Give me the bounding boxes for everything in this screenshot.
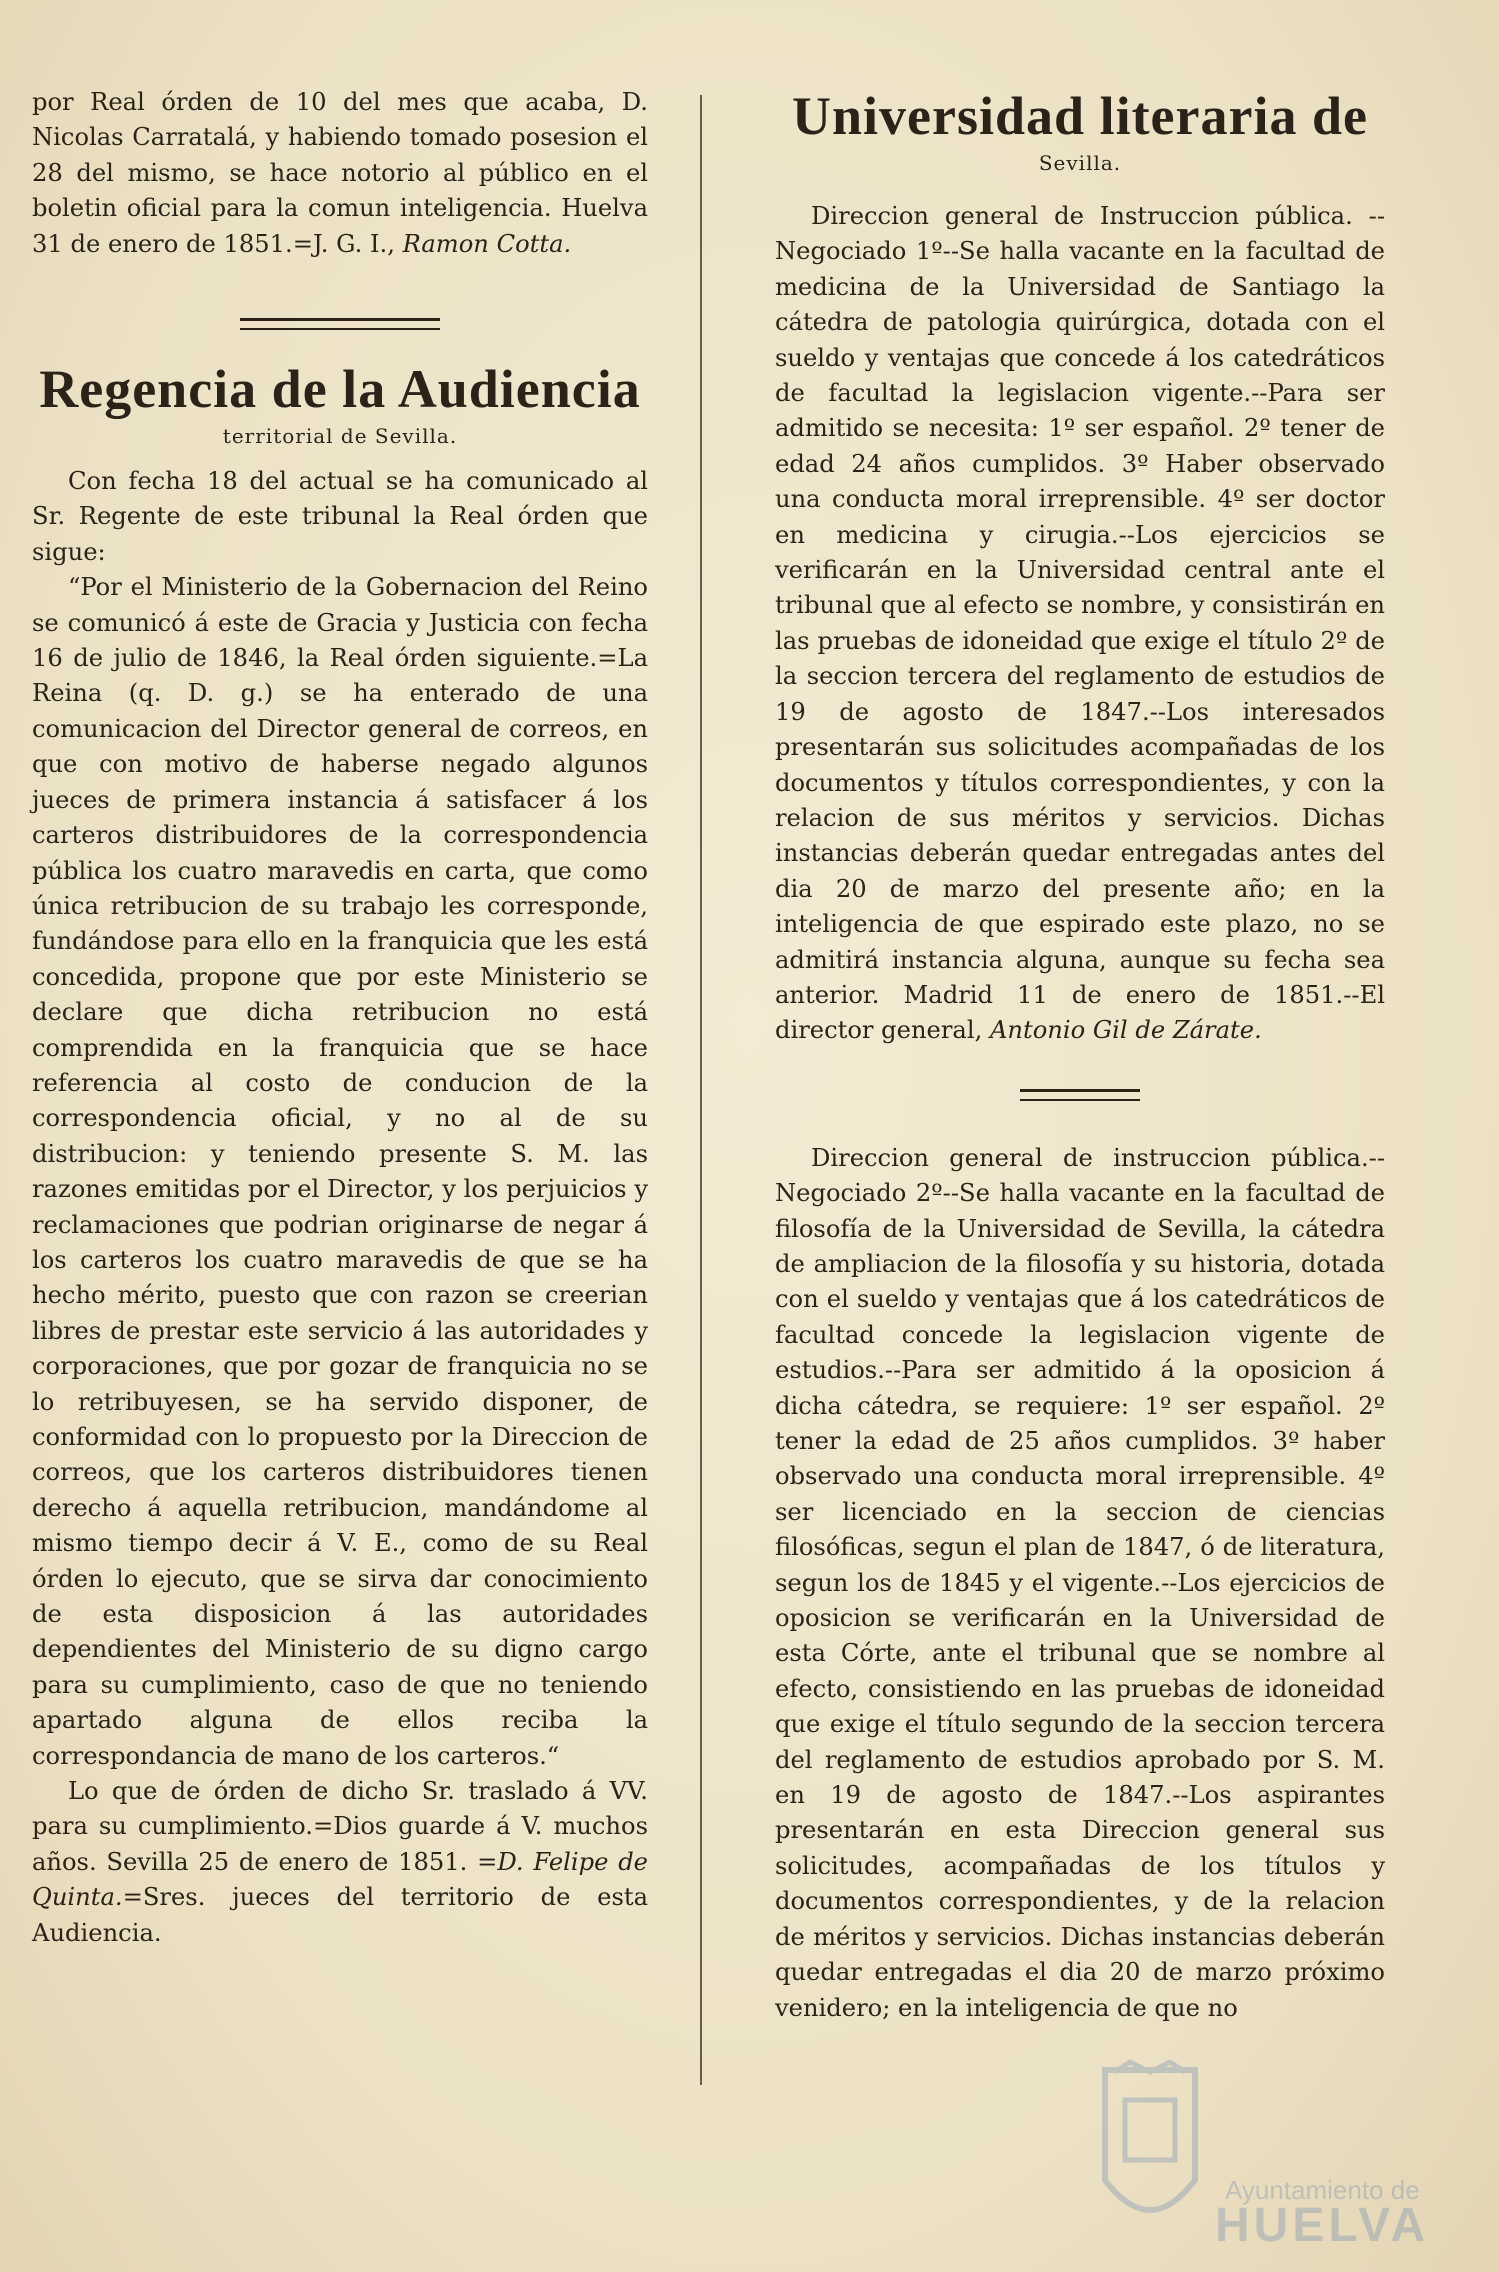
section-subtitle-audiencia: territorial de Sevilla. — [222, 424, 458, 449]
audiencia-signature: D. Felipe de Quinta. — [32, 1847, 648, 1912]
audiencia-paragraph-2: “Por el Ministerio de la Gobernacion del Reino se comunicó á este de Gracia y Justicia con fecha 16 de julio de 1846, la Real órden siguiente.=La Reina (q. D. g.) se ha enterado de una comunicacion del Director general de correos, en que con motivo de haberse negado algunos jueces de primera instancia á satisfacer á los carteros distribuidores de la correspondencia pública los cuatro maravedis en carta, que como única retribucion de su trabajo les corresponde, fundándose para ello en la franquicia que les está concedida, propone que por este Ministerio se declare que dicha retribucion no está comprendida en la franquicia que se hace referencia al costo de conducion de la correspondencia oficial, y no al de su distribucion: y teniendo presente S. M. las razones emitidas por el Director, y los perjuicios y reclamaciones que podrian originarse de negar á los carteros los cuatro maravedis de que se ha hecho mérito, puesto que con razon se creerian libres de prestar este servicio á las autoridades y corporaciones, que por gozar de franquicia no se lo retribuyesen, se ha servido disponer, de conformidad con lo propuesto por la Direccion de correos, que los carteros distribuidores tienen derecho á aquella retribucion, mandándome al mismo tiempo decir á V. E., como de su Real órden lo ejecuto, que se sirva dar conocimiento de esta disposicion á las autoridades dependientes del Ministerio de su digno cargo para su cumplimiento, caso de que no teniendo apartado alguna de ellos reciba la correspondancia de mano de los carteros.“ — [32, 573, 648, 1770]
audiencia-paragraph-3: Lo que de órden de dicho Sr. traslado á VV. para su cumplimiento.=Dios guarde á V. muchos años. Sevilla 25 de enero de 1851. =D. Felipe de Quinta.=Sres. jueces del territorio de esta Audiencia. — [32, 1777, 648, 1947]
section-divider — [240, 318, 440, 330]
section-subtitle-universidad: Sevilla. — [1038, 151, 1122, 175]
coat-of-arms-icon — [1085, 2060, 1215, 2250]
universidad-paragraph-2: Direccion general de instruccion pública.--Negociado 2º--Se halla vacante en la facultad de filosofía de la Universidad de Sevilla, la cátedra de ampliacion de la filosofía y su historia, dotada con el sueldo y ventajas que á los catedráticos de facultad concede la legislacion vigente de estudios.--Para ser admitido á la oposicion á dicha cátedra, se requiere: 1º ser español. 2º tener la edad de 25 años cumplidos. 3º haber observado una conducta moral irreprensible. 4º ser licenciado en la seccion de ciencias filosóficas, segun el plan de 1847, ó de literatura, segun los de 1845 y el vigente.--Los ejercicios de oposicion se verificarán en la Universidad de esta Córte, ante el tribunal que se nombre al efecto, consistiendo en las pruebas de idoneidad que exige el título segundo de la seccion tercera del reglamento de estudios aprobado por S. M. en 19 de agosto de 1847.--Los aspirantes presentarán en esta Direccion general sus solicitudes, acompañadas de los títulos y documentos correspondientes, y de la relacion de méritos y servicios. Dichas instancias deberán quedar entregadas el dia 20 de marzo próximo venidero; en la inteligencia de que no — [775, 1143, 1385, 2022]
opening-paragraph: por Real órden de 10 del mes que acaba, D. Nicolas Carratalá, y habiendo tomado posesion el 28 del mismo, se hace notorio al público en el boletin oficial para la comun inteligencia. Huelva 31 de enero de 1851.=J. G. I., Ramon Cotta. — [32, 88, 648, 258]
section-divider-right — [1020, 1089, 1140, 1101]
section-title-audiencia: Regencia de la Audiencia — [39, 359, 641, 420]
audiencia-paragraph-1: Con fecha 18 del actual se ha comunicado al Sr. Regente de este tribunal la Real órden que sigue: — [32, 467, 648, 566]
watermark-line-2: HUELVA — [1215, 2199, 1430, 2252]
universidad-signature: Antonio Gil de Zárate. — [989, 1016, 1262, 1045]
left-column — [32, 85, 648, 1951]
section-title-universidad: Universidad literaria de — [792, 86, 1368, 146]
ayuntamiento-watermark — [1085, 2060, 1430, 2252]
watermark-line-1: Ayuntamiento de — [1225, 2175, 1420, 2205]
column-divider — [700, 95, 702, 2085]
universidad-paragraph-1: Direccion general de Instruccion pública. --Negociado 1º--Se halla vacante en la facultad de medicina de la Universidad de Santiago la cátedra de patologia quirúrgica, dotada con el sueldo y ventajas que concede á los catedráticos de facultad la legislacion vigente.--Para ser admitido se necesita: 1º ser español. 2º tener de edad 24 años cumplidos. 3º Haber observado una conducta moral irreprensible. 4º ser doctor en medicina y cirugia.--Los ejercicios se verificarán en la Universidad central ante el tribunal que al efecto se nombre, y consistirán en las pruebas de idoneidad que exige el título 2º de la seccion tercera del reglamento de estudios de 19 de agosto de 1847.--Los interesados presentarán sus solicitudes acompañadas de los documentos y títulos correspondientes, y con la relacion de sus méritos y servicios. Dichas instancias deberán quedar entregadas antes del dia 20 de marzo del presente año; en la inteligencia de que espirado este plazo, no se admitirá instancia alguna, aunque su fecha sea anterior. Madrid 11 de enero de 1851.--El director general, Antonio Gil de Zárate. — [775, 202, 1385, 1045]
opening-signature: Ramon Cotta. — [402, 229, 572, 258]
right-column — [775, 85, 1385, 2026]
